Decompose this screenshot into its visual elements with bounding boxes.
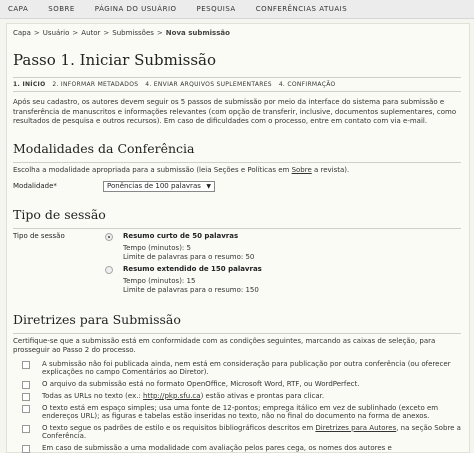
checklist-text-end: , na seção Sobre a Conferência. [42, 423, 461, 440]
option-title: Resumo extendido de 150 palavras [123, 264, 262, 273]
step-arquivos-suplementares[interactable]: 4. ENVIAR ARQUIVOS SUPLEMENTARES [145, 81, 272, 88]
sessao-option-extendido[interactable] [105, 265, 461, 295]
checklist-item [13, 404, 461, 421]
sessao-label: Tipo de sessão [13, 231, 65, 240]
sessao-option-curto[interactable] [105, 232, 461, 262]
instruction-text-end: a revista). [311, 165, 350, 174]
checklist-text [42, 424, 461, 441]
modalidades-instruction [13, 166, 461, 175]
sessao-options [105, 232, 461, 298]
breadcrumb-separator: > [72, 29, 79, 37]
checklist-item [13, 360, 461, 377]
option-time: Tempo (minutos): 5 [123, 243, 191, 252]
nav-pagina-usuario[interactable]: PÁGINA DO USUÁRIO [94, 5, 177, 13]
dropdown-arrow-icon: ▼ [206, 182, 211, 190]
sessao-row [13, 232, 461, 298]
checklist-item [13, 424, 461, 441]
breadcrumb-usuario[interactable]: Usuário [42, 29, 70, 37]
checkbox[interactable] [22, 381, 30, 389]
top-navigation [0, 0, 474, 19]
breadcrumb-separator: > [156, 29, 163, 37]
nav-sobre[interactable]: SOBRE [48, 5, 75, 13]
submission-steps [13, 77, 461, 92]
checklist-item [13, 380, 461, 389]
checklist-text-end: ) estão ativas e prontas para clicar. [200, 391, 325, 400]
option-word-limit: Limite de palavras para o resumo: 50 [123, 252, 255, 261]
checklist-text: O arquivo da submissão está no formato OpenOffice, Microsoft Word, RTF, ou WordPerfect. [42, 379, 360, 388]
section-divider [13, 228, 461, 229]
checklist-text [42, 392, 324, 401]
checklist-text-start: Todas as URLs no texto (ex.: [42, 391, 144, 400]
checkbox[interactable] [22, 405, 30, 413]
modalidade-select[interactable] [103, 181, 215, 192]
checklist-text: Em caso de submissão a uma modalidade com avaliação pelos pares cega, os nomes dos autores e [42, 443, 392, 452]
checkbox[interactable] [22, 425, 30, 433]
section-divider [13, 162, 461, 163]
step-inicio: 1. INÍCIO [13, 81, 46, 88]
option-title: Resumo curto de 50 palavras [123, 231, 239, 240]
main-content [6, 23, 470, 453]
checklist-item [13, 392, 461, 401]
intro-text: Após seu cadastro, os autores devem seguir os 5 passos de submissão por meio da interface do sistema para submissão e transferência de manuscritos e informações relevantes (com opção de transferir, inclusive, documentos suplementares, como resultados de pesquisa e outros recursos). Em caso de dificuldades com o processo, entre em contato com via e-mail. [13, 98, 457, 125]
diretrizes-heading: Diretrizes para Submissão [13, 311, 181, 327]
modalidades-heading: Modalidades da Conferência [13, 140, 195, 156]
radio-button[interactable] [105, 266, 113, 274]
modalidade-selected-value: Ponências de 100 palavras [107, 182, 201, 190]
breadcrumb-autor[interactable]: Autor [81, 29, 101, 37]
checklist [13, 360, 461, 453]
checklist-text: A submissão não foi publicada ainda, nem está em consideração para publicação por outra conferência (ou oferecer explicações no campo Comentários ao Diretor). [42, 359, 451, 376]
checkbox[interactable] [22, 361, 30, 369]
checklist-item [13, 444, 461, 453]
option-word-limit: Limite de palavras para o resumo: 150 [123, 285, 259, 294]
modalidade-row [13, 181, 461, 192]
checkbox[interactable] [22, 393, 30, 401]
breadcrumb [13, 29, 461, 37]
checkbox[interactable] [22, 445, 30, 453]
step-confirmacao[interactable]: 4. CONFIRMAÇÃO [278, 81, 336, 88]
breadcrumb-submissoes[interactable]: Submissões [112, 29, 154, 37]
instruction-text: Escolha a modalidade apropriada para a submissão (leia Seções e Políticas em [13, 165, 292, 174]
pkp-url-link[interactable]: http://pkp.sfu.ca [143, 391, 201, 400]
modalidade-label: Modalidade* [13, 182, 57, 190]
diretrizes-autores-link[interactable]: Diretrizes para Autores [315, 423, 397, 432]
sessao-heading: Tipo de sessão [13, 206, 106, 222]
option-time: Tempo (minutos): 15 [123, 276, 196, 285]
checklist-text-start: O texto segue os padrões de estilo e os requisitos bibliográficos descritos em [42, 423, 316, 432]
page-title: Passo 1. Iniciar Submissão [13, 51, 217, 69]
breadcrumb-capa[interactable]: Capa [13, 29, 31, 37]
step-metadados[interactable]: 2. INFORMAR METADADOS [52, 81, 139, 88]
nav-pesquisa[interactable]: PESQUISA [196, 5, 236, 13]
breadcrumb-separator: > [33, 29, 40, 37]
section-divider [13, 333, 461, 334]
breadcrumb-current: Nova submissão [165, 29, 230, 37]
nav-conferencias-atuais[interactable]: CONFERÊNCIAS ATUAIS [255, 5, 348, 13]
diretrizes-intro: Certifique-se que a submissão está em conformidade com as condições seguintes, marcando as caixas de seleção, para prosseguir ao Passo 2 do processo. [13, 336, 436, 354]
breadcrumb-separator: > [103, 29, 110, 37]
radio-button-selected[interactable] [105, 233, 113, 241]
nav-capa[interactable]: CAPA [8, 5, 29, 13]
sobre-link[interactable]: Sobre [291, 165, 312, 174]
checklist-text: O texto está em espaço simples; usa uma fonte de 12-pontos; emprega itálico em vez de sublinhado (exceto em endereços URL); as figuras e tabelas estão inseridas no texto, não no final do documento na forma de anexos. [42, 403, 439, 420]
